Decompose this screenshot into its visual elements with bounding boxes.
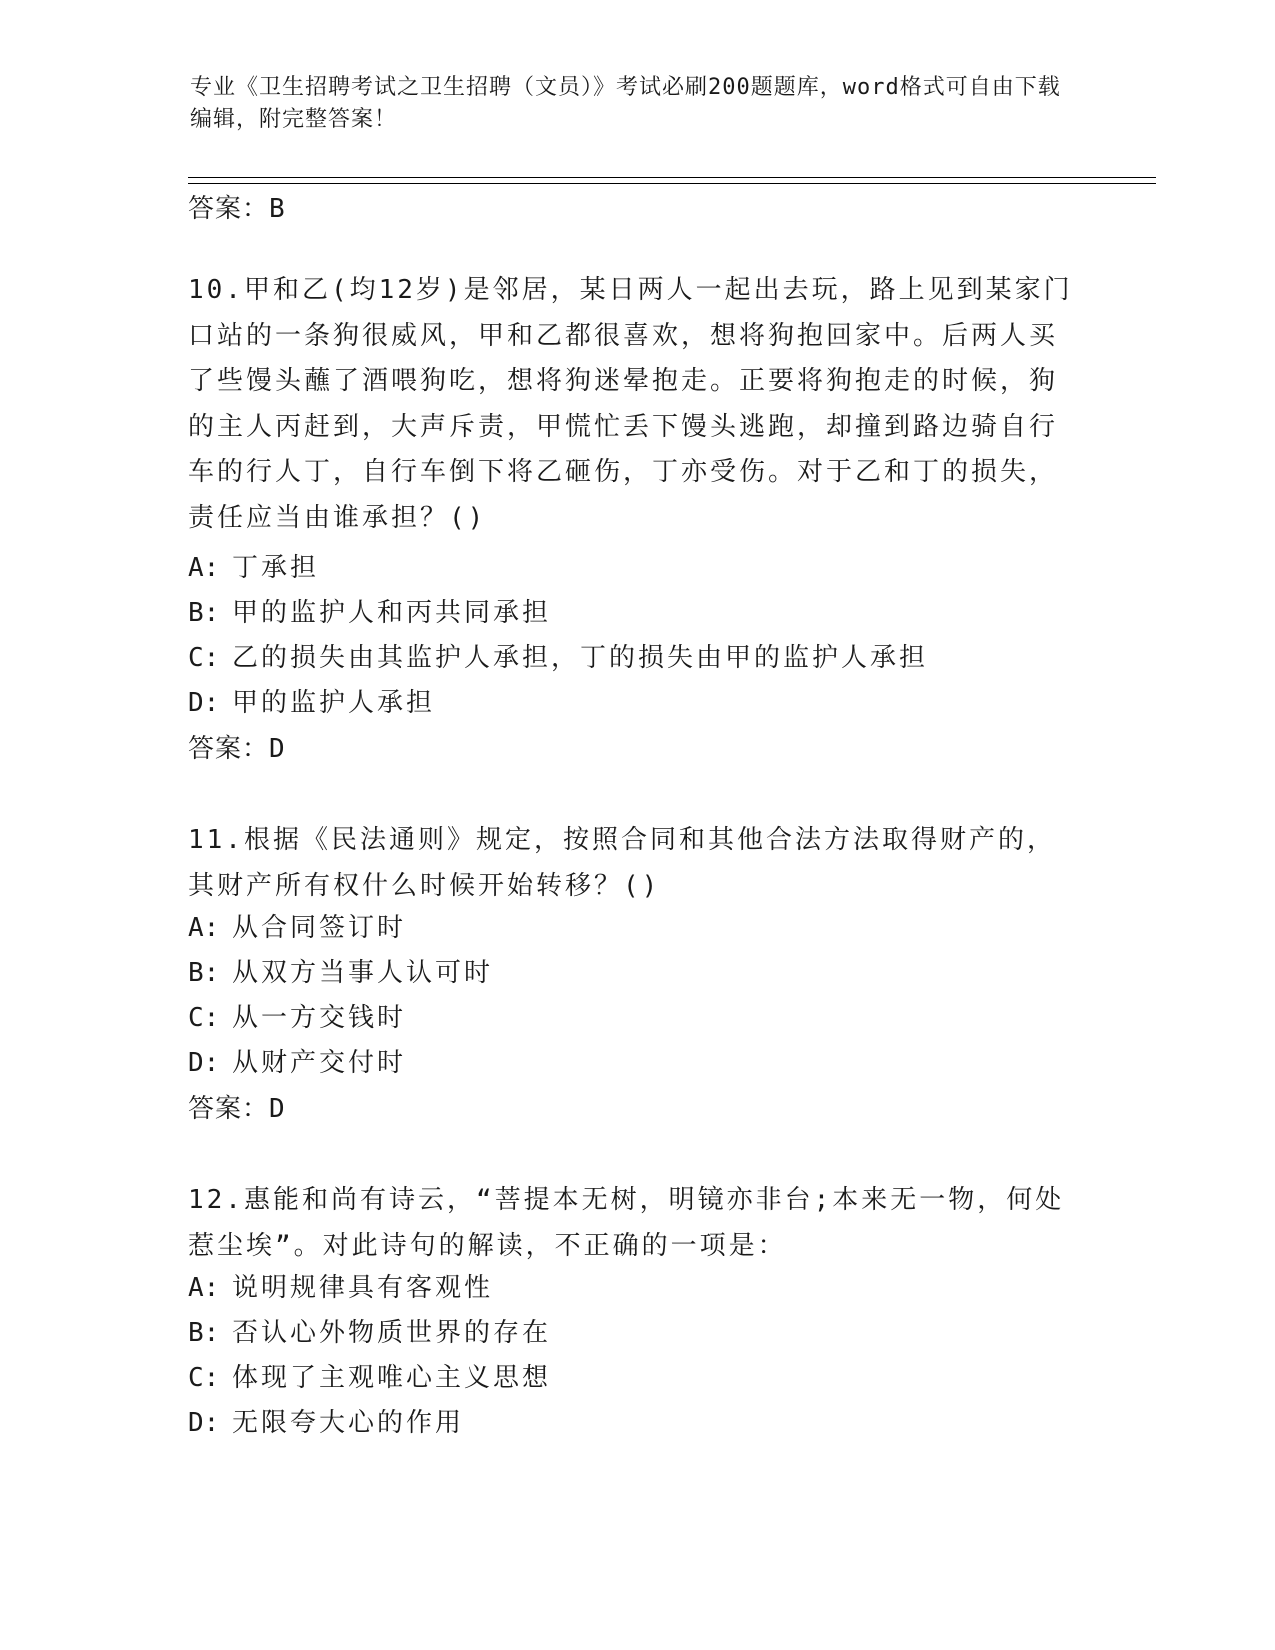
option-letter: A: xyxy=(188,1273,220,1303)
option-letter: C: xyxy=(188,1363,220,1393)
option-text: 从一方交钱时 xyxy=(232,1003,407,1033)
previous-answer: 答案：B xyxy=(188,194,286,224)
option-text: 说明规律具有客观性 xyxy=(232,1273,494,1303)
question-12-option-d xyxy=(188,1407,464,1439)
option-text: 从财产交付时 xyxy=(232,1048,407,1078)
option-letter: B: xyxy=(188,958,220,988)
question-12-option-a xyxy=(188,1272,493,1304)
option-text: 甲的监护人承担 xyxy=(232,688,436,718)
question-10-option-c xyxy=(188,642,928,674)
option-letter: D: xyxy=(188,1408,220,1438)
option-letter: B: xyxy=(188,1318,220,1348)
option-text: 甲的监护人和丙共同承担 xyxy=(232,598,552,628)
option-letter: A: xyxy=(188,553,220,583)
question-11-option-c xyxy=(188,1002,406,1034)
question-12-option-b xyxy=(188,1317,551,1349)
question-11-option-d xyxy=(188,1047,406,1079)
document-header: 专业《卫生招聘考试之卫生招聘（文员）》考试必刷200题题库，word格式可自由下载编辑，附完整答案！ xyxy=(190,75,1061,132)
question-10-option-d xyxy=(188,687,435,719)
question-10-option-b xyxy=(188,597,551,629)
question-10-text: 10.甲和乙(均12岁)是邻居，某日两人一起出去玩，路上见到某家门口站的一条狗很威风，甲和乙都很喜欢，想将狗抱回家中。后两人买了些馒头蘸了酒喂狗吃，想将狗迷晕抱走。正要将狗抱走的时候，狗的主人丙赶到，大声斥责，甲慌忙丢下馒头逃跑，却撞到路边骑自行车的行人丁，自行车倒下将乙砸伤，丁亦受伤。对于乙和丁的损失，责任应当由谁承担？() xyxy=(188,275,1073,533)
question-12-option-c xyxy=(188,1362,551,1394)
option-text: 丁承担 xyxy=(232,553,320,583)
option-text: 乙的损失由其监护人承担，丁的损失由甲的监护人承担 xyxy=(232,643,929,673)
question-11-option-b xyxy=(188,957,493,989)
option-text: 从双方当事人认可时 xyxy=(232,958,494,988)
header-divider-bottom xyxy=(188,183,1156,184)
question-10-option-a xyxy=(188,552,319,584)
header-divider-top xyxy=(188,177,1156,178)
question-11-text: 11.根据《民法通则》规定，按照合同和其他合法方法取得财产的，其财产所有权什么时候开始转移？() xyxy=(188,825,1056,901)
question-11-option-a xyxy=(188,912,406,944)
option-letter: D: xyxy=(188,688,220,718)
option-letter: C: xyxy=(188,1003,220,1033)
question-10-answer: 答案：D xyxy=(188,734,286,764)
option-text: 否认心外物质世界的存在 xyxy=(232,1318,552,1348)
option-letter: B: xyxy=(188,598,220,628)
question-12-text: 12.惠能和尚有诗云，“菩提本无树，明镜亦非台;本来无一物，何处惹尘埃”。对此诗句的解读，不正确的一项是： xyxy=(188,1185,1065,1261)
option-letter: C: xyxy=(188,643,220,673)
option-letter: A: xyxy=(188,913,220,943)
question-11-answer: 答案：D xyxy=(188,1094,286,1124)
option-text: 无限夸大心的作用 xyxy=(232,1408,465,1438)
option-text: 从合同签订时 xyxy=(232,913,407,943)
option-letter: D: xyxy=(188,1048,220,1078)
option-text: 体现了主观唯心主义思想 xyxy=(232,1363,552,1393)
